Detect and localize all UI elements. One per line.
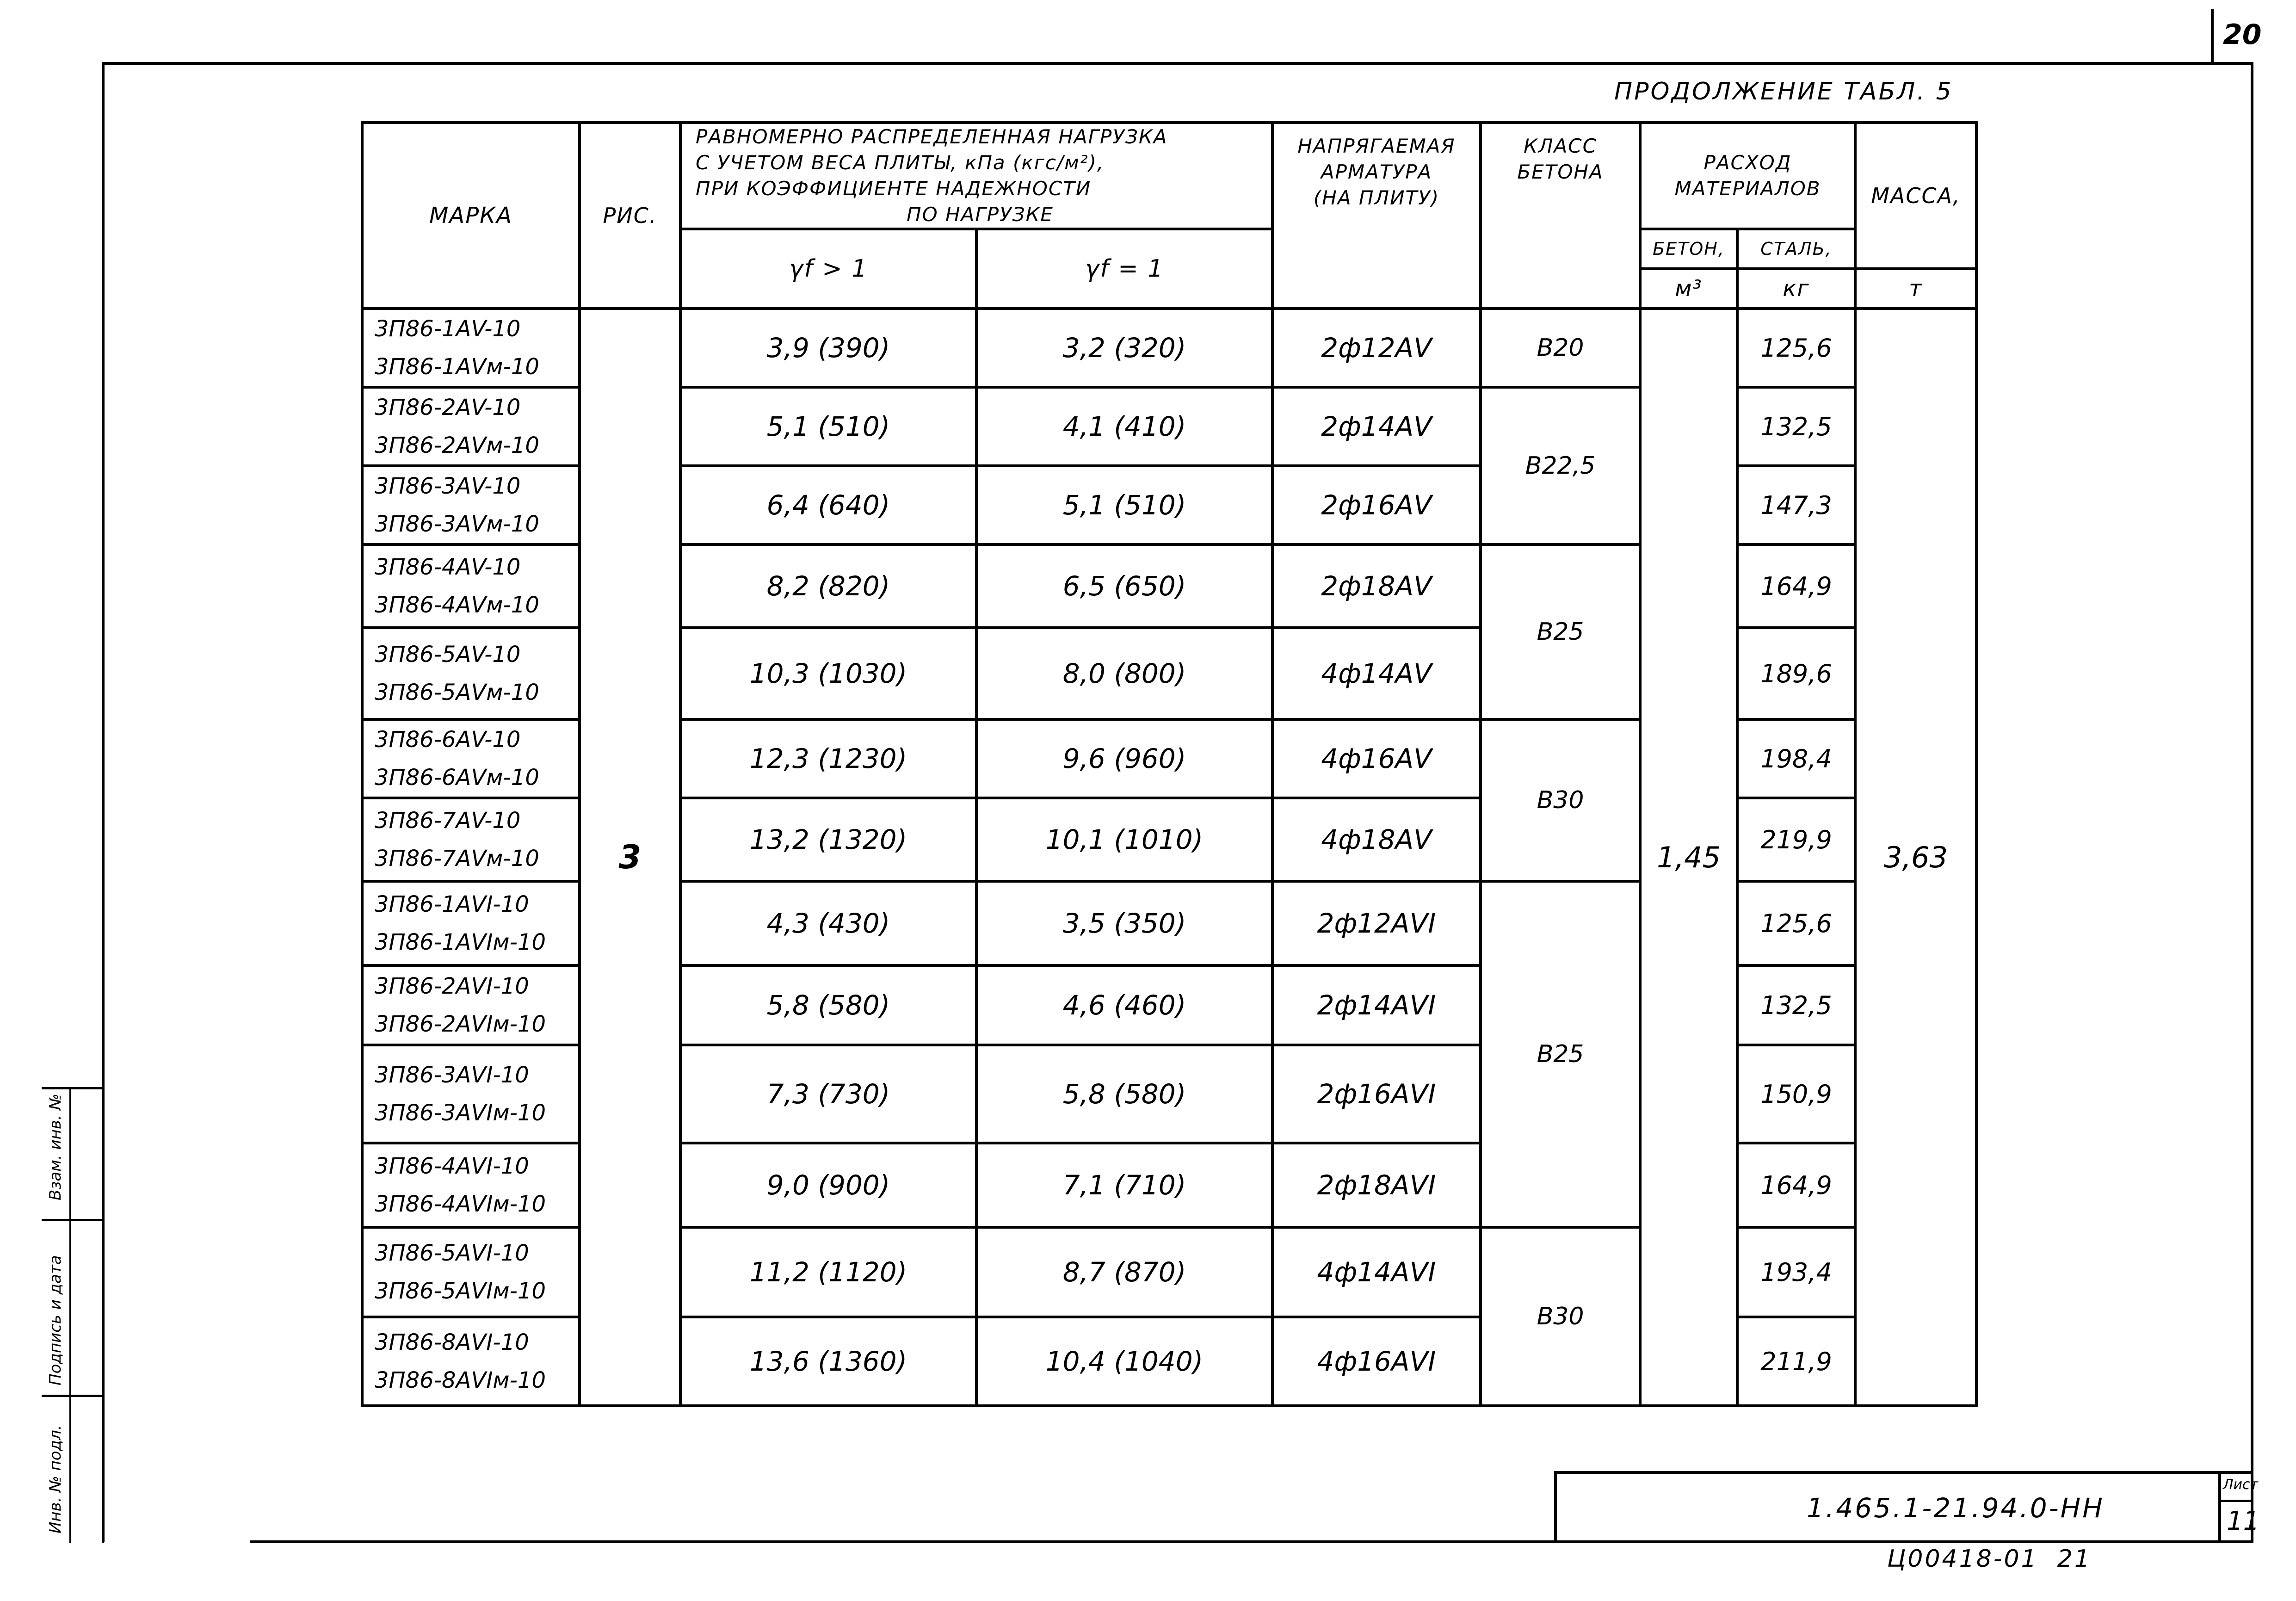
- header-load-gamma-eq1: γf = 1: [976, 229, 1272, 309]
- row-marka-cell: [362, 544, 580, 628]
- row-mark-2: 3П86-1АVIм-10: [375, 929, 546, 955]
- load-gamma-eq1: 6,5 (650): [976, 544, 1272, 628]
- title-block-list-divider: [2218, 1474, 2221, 1543]
- row-mark-1: 3П86-2АVI-10: [375, 973, 529, 999]
- armatura: 2ф14АVI: [1272, 965, 1481, 1045]
- header-armatura: [1272, 123, 1481, 309]
- load-gamma-eq1: 4,6 (460): [976, 965, 1272, 1045]
- row-marka-cell: [362, 1045, 580, 1143]
- load-gamma-eq1: 8,7 (870): [976, 1227, 1272, 1317]
- header-mass: МАССА,: [1855, 123, 1976, 269]
- header-consumption: [1640, 123, 1855, 229]
- header-armatura-line3: (НА ПЛИТУ): [1313, 186, 1440, 209]
- side-stamp-inv-podl: Инв. № подл.: [46, 1425, 65, 1533]
- concrete-class: В30: [1481, 1227, 1640, 1406]
- row-mark-2: 3П86-2АVм-10: [375, 433, 539, 458]
- load-gamma-eq1: 5,8 (580): [976, 1045, 1272, 1143]
- header-load-line3: ПРИ КОЭФФИЦИЕНТЕ НАДЕЖНОСТИ: [696, 177, 1092, 200]
- frame-top-line: [102, 62, 2253, 65]
- header-consumption-line2: МАТЕРИАЛОВ: [1674, 177, 1821, 200]
- header-concrete-line2: БЕТОНА: [1517, 161, 1604, 183]
- header-ris: РИС.: [580, 123, 680, 309]
- header-stal: СТАЛЬ,: [1737, 229, 1855, 269]
- header-load-line4: ПО НАГРУЗКЕ: [907, 203, 1054, 226]
- header-marka: МАРКА: [362, 123, 580, 309]
- row-marka-cell: [362, 719, 580, 798]
- page-number: 20: [2223, 19, 2262, 51]
- armatura: 2ф16АV: [1272, 466, 1481, 544]
- steel-mass: 150,9: [1737, 1045, 1855, 1143]
- row-mark-1: 3П86-6АV-10: [375, 727, 521, 753]
- header-armatura-line2: АРМАТУРА: [1321, 161, 1432, 183]
- row-mark-2: 3П86-4АVIм-10: [375, 1191, 546, 1217]
- title-block: [1554, 1471, 2260, 1543]
- row-mark-2: 3П86-3АVIм-10: [375, 1100, 546, 1126]
- row-marka-cell: [362, 798, 580, 881]
- header-load: [680, 123, 1272, 229]
- beton-volume: 1,45: [1640, 309, 1737, 1406]
- row-mark-2: 3П86-2АVIм-10: [375, 1011, 546, 1037]
- load-gamma-eq1: 4,1 (410): [976, 387, 1272, 466]
- row-marka-cell: [362, 1143, 580, 1227]
- armatura: 2ф18АVI: [1272, 1143, 1481, 1227]
- load-gamma-gt1: 4,3 (430): [680, 881, 976, 965]
- title-block-list-number: 11: [2227, 1506, 2260, 1536]
- load-gamma-gt1: 13,2 (1320): [680, 798, 976, 881]
- header-concrete-line1: КЛАСС: [1524, 135, 1597, 157]
- steel-mass: 193,4: [1737, 1227, 1855, 1317]
- row-mark-1: 3П86-1АV-10: [375, 316, 521, 342]
- row-mark-1: 3П86-4АV-10: [375, 554, 521, 580]
- plate-mass: 3,63: [1855, 309, 1976, 1406]
- load-gamma-eq1: 9,6 (960): [976, 719, 1272, 798]
- ris-value: 3: [580, 309, 680, 1406]
- row-mark-2: 3П86-3АVм-10: [375, 511, 539, 537]
- concrete-class: В25: [1481, 544, 1640, 719]
- row-marka-cell: [362, 1227, 580, 1317]
- frame-right-line: [2251, 62, 2253, 1542]
- table-caption: ПРОДОЛЖЕНИЕ ТАБЛ. 5: [1614, 78, 1953, 105]
- armatura: 2ф12АVI: [1272, 881, 1481, 965]
- load-gamma-gt1: 10,3 (1030): [680, 628, 976, 719]
- concrete-class: В20: [1481, 309, 1640, 387]
- armatura: 4ф14АVI: [1272, 1227, 1481, 1317]
- load-gamma-gt1: 3,9 (390): [680, 309, 976, 387]
- side-stamp-divider-1: [42, 1219, 102, 1221]
- armatura: 4ф16АV: [1272, 719, 1481, 798]
- concrete-class: В22,5: [1481, 387, 1640, 544]
- armatura: 2ф12АV: [1272, 309, 1481, 387]
- load-gamma-gt1: 13,6 (1360): [680, 1317, 976, 1406]
- load-gamma-gt1: 11,2 (1120): [680, 1227, 976, 1317]
- header-concrete: [1481, 123, 1640, 309]
- armatura: 4ф16АVI: [1272, 1317, 1481, 1406]
- load-gamma-gt1: 5,8 (580): [680, 965, 976, 1045]
- steel-mass: 132,5: [1737, 387, 1855, 466]
- row-marka-cell: [362, 309, 580, 387]
- row-mark-1: 3П86-3АVI-10: [375, 1062, 529, 1088]
- row-mark-1: 3П86-4АVI-10: [375, 1153, 529, 1179]
- row-marka-cell: [362, 881, 580, 965]
- steel-mass: 125,6: [1737, 309, 1855, 387]
- row-mark-2: 3П86-5АVм-10: [375, 680, 539, 705]
- row-marka-cell: [362, 965, 580, 1045]
- steel-mass: 125,6: [1737, 881, 1855, 965]
- title-block-list-hline: [2218, 1500, 2253, 1502]
- header-stal-unit: кг: [1737, 269, 1855, 309]
- steel-mass: 147,3: [1737, 466, 1855, 544]
- load-gamma-gt1: 12,3 (1230): [680, 719, 976, 798]
- page-number-divider: [2211, 9, 2214, 65]
- row-mark-1: 3П86-7АV-10: [375, 808, 521, 834]
- row-mark-1: 3П86-5АVI-10: [375, 1240, 529, 1266]
- side-stamp-divider-2: [42, 1395, 102, 1397]
- load-gamma-eq1: 10,1 (1010): [976, 798, 1272, 881]
- load-gamma-gt1: 6,4 (640): [680, 466, 976, 544]
- armatura: 2ф14АV: [1272, 387, 1481, 466]
- steel-mass: 211,9: [1737, 1317, 1855, 1406]
- row-mark-2: 3П86-1АVм-10: [375, 354, 539, 380]
- header-armatura-line1: НАПРЯГАЕМАЯ: [1297, 135, 1456, 157]
- steel-mass: 164,9: [1737, 1143, 1855, 1227]
- armatura: 2ф18АV: [1272, 544, 1481, 628]
- load-gamma-eq1: 8,0 (800): [976, 628, 1272, 719]
- load-gamma-eq1: 3,5 (350): [976, 881, 1272, 965]
- side-stamp-inner-line: [69, 1089, 71, 1543]
- header-beton-unit: м³: [1640, 269, 1737, 309]
- row-mark-1: 3П86-1АVI-10: [375, 891, 529, 917]
- load-gamma-gt1: 9,0 (900): [680, 1143, 976, 1227]
- concrete-class: В30: [1481, 719, 1640, 881]
- armatura: 4ф18АV: [1272, 798, 1481, 881]
- header-load-line2: С УЧЕТОМ ВЕСА ПЛИТЫ, кПа (кгс/м²),: [696, 151, 1105, 174]
- header-load-line1: РАВНОМЕРНО РАСПРЕДЕЛЕННАЯ НАГРУЗКА: [696, 125, 1168, 148]
- steel-mass: 132,5: [1737, 965, 1855, 1045]
- header-consumption-line1: РАСХОД: [1703, 151, 1792, 174]
- footer-code: Ц00418-01 21: [1887, 1545, 2092, 1573]
- concrete-class: В25: [1481, 881, 1640, 1227]
- row-marka-cell: [362, 628, 580, 719]
- side-stamp-podpis: Подпись и дата: [46, 1255, 65, 1385]
- side-stamp: [42, 1087, 104, 1543]
- header-beton: БЕТОН,: [1640, 229, 1737, 269]
- header-mass-unit: т: [1855, 269, 1976, 309]
- armatura: 4ф14АV: [1272, 628, 1481, 719]
- row-marka-cell: [362, 387, 580, 466]
- row-mark-1: 3П86-2АV-10: [375, 395, 521, 420]
- row-mark-1: 3П86-5АV-10: [375, 642, 521, 668]
- steel-mass: 198,4: [1737, 719, 1855, 798]
- specification-table: [361, 121, 1978, 1407]
- load-gamma-eq1: 10,4 (1040): [976, 1317, 1272, 1406]
- row-mark-2: 3П86-8АVIм-10: [375, 1367, 546, 1393]
- load-gamma-gt1: 8,2 (820): [680, 544, 976, 628]
- side-stamp-vzam: Взам. инв. №: [46, 1094, 65, 1200]
- header-load-gamma-gt1: γf > 1: [680, 229, 976, 309]
- row-mark-1: 3П86-3АV-10: [375, 473, 521, 499]
- load-gamma-gt1: 5,1 (510): [680, 387, 976, 466]
- steel-mass: 219,9: [1737, 798, 1855, 881]
- row-marka-cell: [362, 466, 580, 544]
- row-mark-2: 3П86-6АVм-10: [375, 765, 539, 791]
- load-gamma-eq1: 5,1 (510): [976, 466, 1272, 544]
- load-gamma-eq1: 7,1 (710): [976, 1143, 1272, 1227]
- row-mark-1: 3П86-8АVI-10: [375, 1329, 529, 1355]
- row-marka-cell: [362, 1317, 580, 1406]
- row-mark-2: 3П86-7АVм-10: [375, 846, 539, 872]
- row-mark-2: 3П86-4АVм-10: [375, 592, 539, 618]
- load-gamma-eq1: 3,2 (320): [976, 309, 1272, 387]
- load-gamma-gt1: 7,3 (730): [680, 1045, 976, 1143]
- title-block-list-label: Лист: [2223, 1477, 2259, 1493]
- title-block-code: 1.465.1-21.94.0-НН: [1807, 1492, 2105, 1524]
- steel-mass: 189,6: [1737, 628, 1855, 719]
- armatura: 2ф16АVI: [1272, 1045, 1481, 1143]
- steel-mass: 164,9: [1737, 544, 1855, 628]
- row-mark-2: 3П86-5АVIм-10: [375, 1278, 546, 1304]
